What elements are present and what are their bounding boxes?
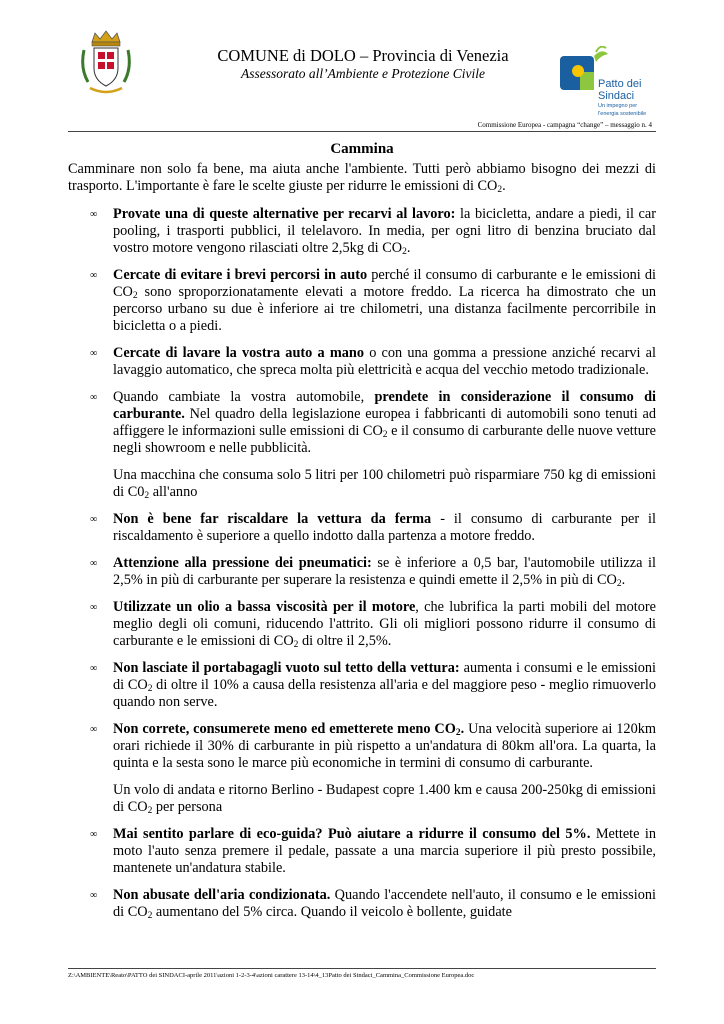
- list-item: ∞ Cercate di lavare la vostra auto a mano o con una gomma a pressione anziché recarvi al lavaggio automatico, che spreca molta più elettricità e acqua del vecchio metodo tradizionale.: [90, 345, 656, 378]
- footer-divider: [68, 968, 656, 969]
- bullet-icon: ∞: [90, 663, 98, 674]
- municipal-crest-icon: [78, 28, 134, 96]
- bullet-icon: ∞: [90, 829, 98, 840]
- list-item: ∞ Non abusate dell'aria condizionata. Quando l'accendete nell'auto, il consumo e le emissioni di $CO_2$ aumentano del 5% circa. Quando il veicolo è bollente, guidate: [90, 887, 656, 921]
- logo-name-line2: Sindaci: [598, 90, 635, 102]
- list-item: ∞ Quando cambiate la vostra automobile, prendete in considerazione il consumo di carburante. Nel quadro della legislazione europea i fabbricanti di automobili sono tenuti ad affiggere le informazioni sulle emissioni di $CO_2$ e il consumo di carburante delle nuove vetture negli showroom e nelle pubblicità.: [90, 389, 656, 456]
- bullet-icon: ∞: [90, 514, 98, 525]
- header-title: COMUNE di DOLO – Provincia di Venezia: [217, 46, 509, 65]
- bullet-icon: ∞: [90, 558, 98, 569]
- list-item: ∞ Attenzione alla pressione dei pneumatici: se è inferiore a 0,5 bar, l'automobile utilizza il 2,5% in più di carburante per superare la resistenza e quindi emette il 2,5% in più di $CO_2$.: [90, 555, 656, 589]
- tips-list: [68, 206, 656, 457]
- document-title: Cammina: [330, 141, 394, 157]
- intro-paragraph: Camminare non solo fa bene, ma aiuta anche l'ambiente. Tutti però abbiamo bisogno dei mezzi di trasporto. L'importante è fare le scelte giuste per ridurre le emissioni di $CO_2$.: [68, 161, 656, 195]
- bullet-icon: ∞: [90, 209, 98, 220]
- note-fuel-saving: Una macchina che consuma solo 5 litri per 100 chilometri può risparmiare 750 kg di emissioni di $C0_2$ all'anno: [113, 467, 656, 501]
- tips-list-3: [68, 826, 656, 921]
- logo-tagline-1: Un impegno per: [598, 103, 638, 109]
- bullet-icon: ∞: [90, 392, 98, 403]
- list-item: ∞ Mai sentito parlare di eco-guida? Può aiutare a ridurre il consumo del 5%. Mettete in moto l'auto senza premere il pedale, passate a una marcia superiore il più presto possibile, mantenete un'andatura stabile.: [90, 826, 657, 876]
- list-item: ∞ Non lasciate il portabagagli vuoto sul tetto della vettura: aumenta i consumi e le emissioni di $CO_2$ di oltre il 10% a causa della resistenza all'aria e del maggiore peso - meglio rimuoverlo quando non serve.: [90, 660, 656, 710]
- note-flight-emissions: Un volo di andata e ritorno Berlino - Budapest copre 1.400 km e causa 200-250kg di emissioni di $CO_2$ per persona: [113, 782, 656, 816]
- list-item: ∞ Utilizzate un olio a bassa viscosità per il motore, che lubrifica la parti mobili del motore meglio degli oli comuni, riducendo l'attrito. Gli oli migliori possono ridurre il consumo di carburante e le emissioni di $CO_2$ di oltre il 2,5%.: [90, 599, 656, 650]
- logo-tagline-2: l'energia sostenibile: [598, 110, 647, 117]
- tips-list-2: [68, 511, 656, 772]
- list-item: ∞ Provate una di queste alternative per recarvi al lavoro: la bicicletta, andare a piedi, il car pooling, i trasporti pubblici, il telelavoro. In media, per ogni litro di benzina bruciato dal vostro motore vengono rilasciati oltre 2,5kg di $CO_2$.: [90, 206, 656, 257]
- header-divider: [68, 131, 656, 132]
- document-body: [68, 140, 656, 931]
- list-item: ∞ Non è bene far riscaldare la vettura da ferma - il consumo di carburante per il riscaldamento è superiore a quello indotto dalla partenza a motore freddo.: [90, 511, 656, 544]
- logo-name-line1: Patto dei: [598, 78, 642, 90]
- bullet-icon: ∞: [90, 724, 98, 735]
- bullet-icon: ∞: [90, 270, 98, 281]
- footer-file-path: Z:\AMBIENTE\Reato\PATTO dei SINDACI-aprile 2011\azioni 1-2-3-4\azioni carattere 13-14\4_13Patto dei Sindaci_Cammina_Commissione Europea.doc: [68, 972, 475, 979]
- bullet-icon: ∞: [90, 602, 98, 613]
- bullet-icon: ∞: [90, 890, 98, 901]
- bullet-icon: ∞: [90, 348, 98, 359]
- header-subtitle: Assessorato all’Ambiente e Protezione Civile: [241, 66, 485, 81]
- list-item: ∞ Cercate di evitare i brevi percorsi in auto perché il consumo di carburante e le emissioni di $CO_2$ sono sproporzionatamente elevati a motore freddo. La ricerca ha dimostrato che un percorso urbano su due è inferiore ai tre chilometri, una distanza facilmente percorribile in bicicletta o a piedi.: [90, 267, 656, 334]
- list-item: ∞ Non correte, consumerete meno ed emetterete meno $CO_2$. Una velocità superiore ai 120km orari richiede il 30% di carburante in più rispetto a un'andatura di 80km all'ora. La quarta, la quinta e la sesta sono le marce più economiche in termini di consumo di carburante.: [90, 721, 656, 771]
- campaign-reference: Commissione Europea - campagna “change” – messaggio n. 4: [477, 121, 652, 129]
